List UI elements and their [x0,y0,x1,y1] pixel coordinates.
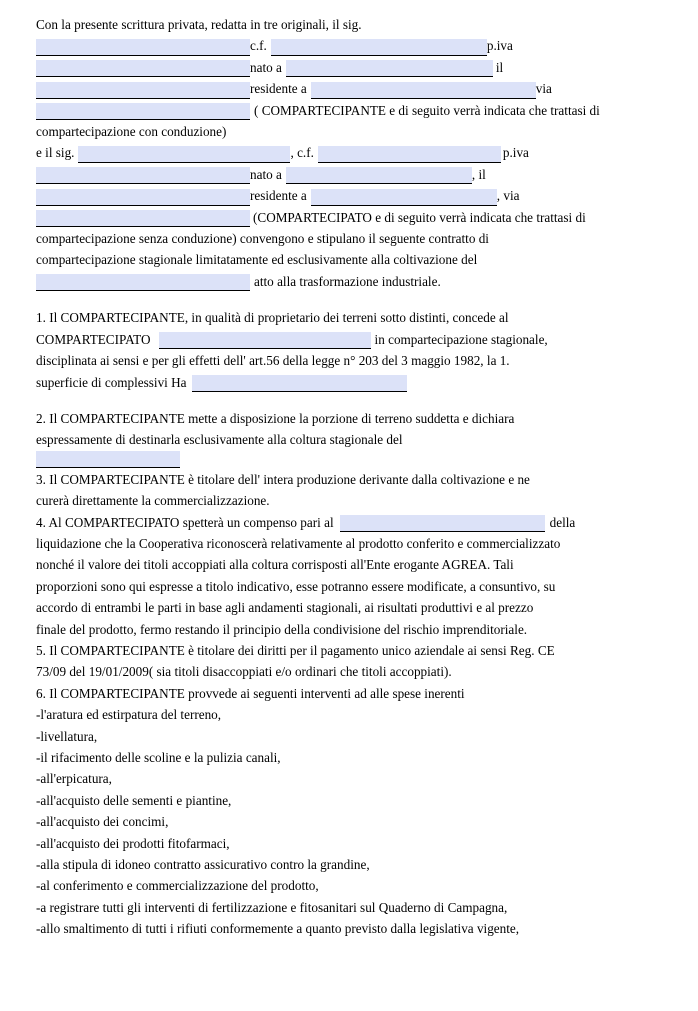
list-item-label: -a registrare tutti gli interventi di fertilizzazione e fitosanitari sul Quaderno di Campagna, [36,899,508,915]
party-one-role-note: ( COMPARTECIPANTE e di seguito verrà indicata che trattasi di [254,102,600,118]
party-two-address2-field[interactable] [36,189,250,206]
list-item-label: -livellatura, [36,728,98,744]
party-one-row-residence [36,78,680,99]
clause-1-line-1 [36,307,680,328]
party-one-row-birth [36,57,680,78]
label-cf-party-one: c.f. [250,38,267,54]
label-piva-party-one: p.iva [486,38,513,54]
party-two-role-note: (COMPARTECIPATO e di seguito verrà indicata che trattasi di [253,209,586,225]
list-item-label: -all'acquisto dei concimi, [36,814,169,830]
clause-4-text-7: finale del prodotto, fermo restando il principio della condivisione del rischio imprenditoriale. [36,621,528,637]
party-one-cf-field[interactable] [271,39,487,56]
clause-4-line-3 [36,554,680,575]
party-two-role-note-cont-2-text: compartecipazione stagionale limitatamente ed esclusivamente alla coltivazione del [36,252,478,268]
party-one-role-note-cont [36,121,680,142]
clause-4-text-1: 4. Al COMPARTECIPATO spetterà un compenso pari al [36,514,334,530]
label-il-party-one: il [495,59,504,75]
clause-4-line-2 [36,533,680,554]
clause-3-text-1: 3. Il COMPARTECIPANTE è titolare dell' intera produzione derivante dalla coltivazione e ne [36,471,530,487]
label-nato-a-party-one: nato a [250,59,282,75]
clause-6-text-1: 6. Il COMPARTECIPANTE provvede ai seguenti interventi ad alle spese inerenti [36,685,465,701]
list-item [36,726,680,747]
list-item [36,897,680,918]
clause-1-text-5: superficie di complessivi Ha [36,374,187,390]
label-via-party-one: via [535,81,552,97]
list-item-label: -il rifacimento delle scoline e la pulizia canali, [36,750,281,765]
clause-2-line-1 [36,408,680,429]
party-two-row-name [36,142,680,163]
party-two-name-field[interactable] [78,146,290,163]
label-residente-a-party-one: residente a [250,81,307,97]
compenso-percentuale-field[interactable] [340,515,545,532]
clause-4-text-2: della [549,514,576,530]
clause-1-text-2: COMPARTECIPATO [36,331,151,347]
party-two-role-note-cont-1 [36,228,680,249]
list-item [36,833,680,854]
list-item [36,768,680,789]
coltura-trasformazione-field[interactable] [36,274,250,291]
party-one-birthplace-field[interactable] [286,60,493,77]
label-il-party-two: , il [471,166,486,182]
list-item [36,918,680,939]
clause-1-text-1: 1. Il COMPARTECIPANTE, in qualità di proprietario dei terreni sotto distinti, concede al [36,310,509,326]
list-item-label: -allo smaltimento di tutti i rifiuti conformemente a quanto previsto dalla legislativa vigente, [36,921,520,937]
party-two-role-note-cont-1-text: compartecipazione senza conduzione) convengono e stipulano il seguente contratto di [36,231,489,247]
list-item-label: -all'acquisto dei prodotti fitofarmaci, [36,835,230,851]
trasformazione-text: atto alla trasformazione industriale. [254,273,441,289]
party-one-street-field[interactable] [36,103,250,120]
clause-4-text-5: proporzioni sono qui espresse a titolo indicativo, esse potranno essere modificate, a consuntivo, su [36,578,556,594]
party-one-residence-field[interactable] [311,82,536,99]
list-item-label: -all'acquisto delle sementi e piantine, [36,792,232,808]
list-item [36,747,680,768]
clause-5-text-2: 73/09 del 19/01/2009( sia titoli disaccoppiati e/o ordinari che titoli accoppiati). [36,664,452,680]
party-two-street-field[interactable] [36,210,250,227]
list-item-label: -all'erpicatura, [36,771,112,787]
compartecipato-land-field[interactable] [159,332,371,349]
party-two-residence-field[interactable] [311,189,497,206]
clause-3-text-2: curerà direttamente la commercializzazione. [36,493,270,509]
list-item [36,875,680,896]
list-item-label: -al conferimento e commercializzazione del prodotto, [36,878,319,894]
clause-2-text-1: 2. Il COMPARTECIPANTE mette a disposizione la porzione di terreno suddetta e dichiara [36,410,515,426]
trasformazione-row [36,271,680,292]
clause-1-line-2 [36,329,680,350]
list-item [36,704,680,725]
clause-1-text-3: in compartecipazione stagionale, [374,331,548,347]
clause-4-line-1 [36,512,680,533]
clause-1-line-4 [36,372,680,393]
list-item-label: -l'aratura ed estirpatura del terreno, [36,707,222,723]
list-item [36,811,680,832]
clause-4-line-6 [36,619,680,640]
clause-4-line-5 [36,597,680,618]
party-two-prefix: e il sig. [36,145,75,161]
superficie-ha-field[interactable] [192,375,407,392]
intro-text: Con la presente scrittura privata, redatta in tre originali, il sig. [36,17,362,32]
clause-4-text-3: liquidazione che la Cooperativa riconoscerà relativamente al prodotto conferito e commercializzato [36,535,561,551]
list-item [36,790,680,811]
party-one-row-role [36,100,680,121]
party-two-role-note-cont-2 [36,249,680,270]
clause-2-text-2: espressamente di destinarla esclusivamente alla coltura stagionale del [36,432,403,448]
list-item [36,854,680,875]
clause-5-line-2 [36,661,680,682]
party-one-name-field[interactable] [36,39,250,56]
clause-6-line-1 [36,683,680,704]
clause-2-field-row [36,451,680,469]
clause-1-line-3 [36,350,680,371]
party-one-address2-field[interactable] [36,82,250,99]
party-one-role-note-cont-text: compartecipazione con conduzione) [36,124,227,140]
clause-2-line-2 [36,429,680,450]
clause-4-line-4 [36,576,680,597]
clause-5-line-1 [36,640,680,661]
party-two-row-role [36,207,680,228]
party-two-birthplace-field[interactable] [286,167,472,184]
clause-5-text-1: 5. Il COMPARTECIPANTE è titolare dei diritti per il pagamento unico aziendale ai sensi Reg. CE [36,642,555,658]
label-cf-party-two: , c.f. [290,145,314,161]
party-one-row-name [36,35,680,56]
clause-1-text-4: disciplinata ai sensi e per gli effetti dell' art.56 della legge n° 203 del 3 maggio 1982, la 1. [36,353,510,369]
intro-line [36,14,680,35]
coltura-stagionale-field[interactable] [36,451,180,468]
label-piva-party-two: p.iva [502,145,529,161]
clause-4-text-4: nonché il valore dei titoli accoppiati alla coltura corrisposti all'Ente erogante AGREA. Tali [36,557,514,573]
party-two-address-field[interactable] [36,167,250,184]
party-one-address-field[interactable] [36,60,250,77]
clause-4-text-6: accordo di entrambi le parti in base agli andamenti stagionali, ai risultati produttivi e al prezzo [36,600,534,616]
list-item-label: -alla stipula di idoneo contratto assicurativo contro la grandine, [36,857,370,873]
label-via-party-two: , via [496,188,520,204]
clause-3-line-1 [36,469,680,490]
party-two-cf-field[interactable] [318,146,501,163]
party-two-row-residence [36,185,680,206]
label-nato-a-party-two: nato a [250,166,282,182]
clause-3-line-2 [36,490,680,511]
party-two-row-birth [36,164,680,185]
label-residente-a-party-two: residente a [250,188,307,204]
